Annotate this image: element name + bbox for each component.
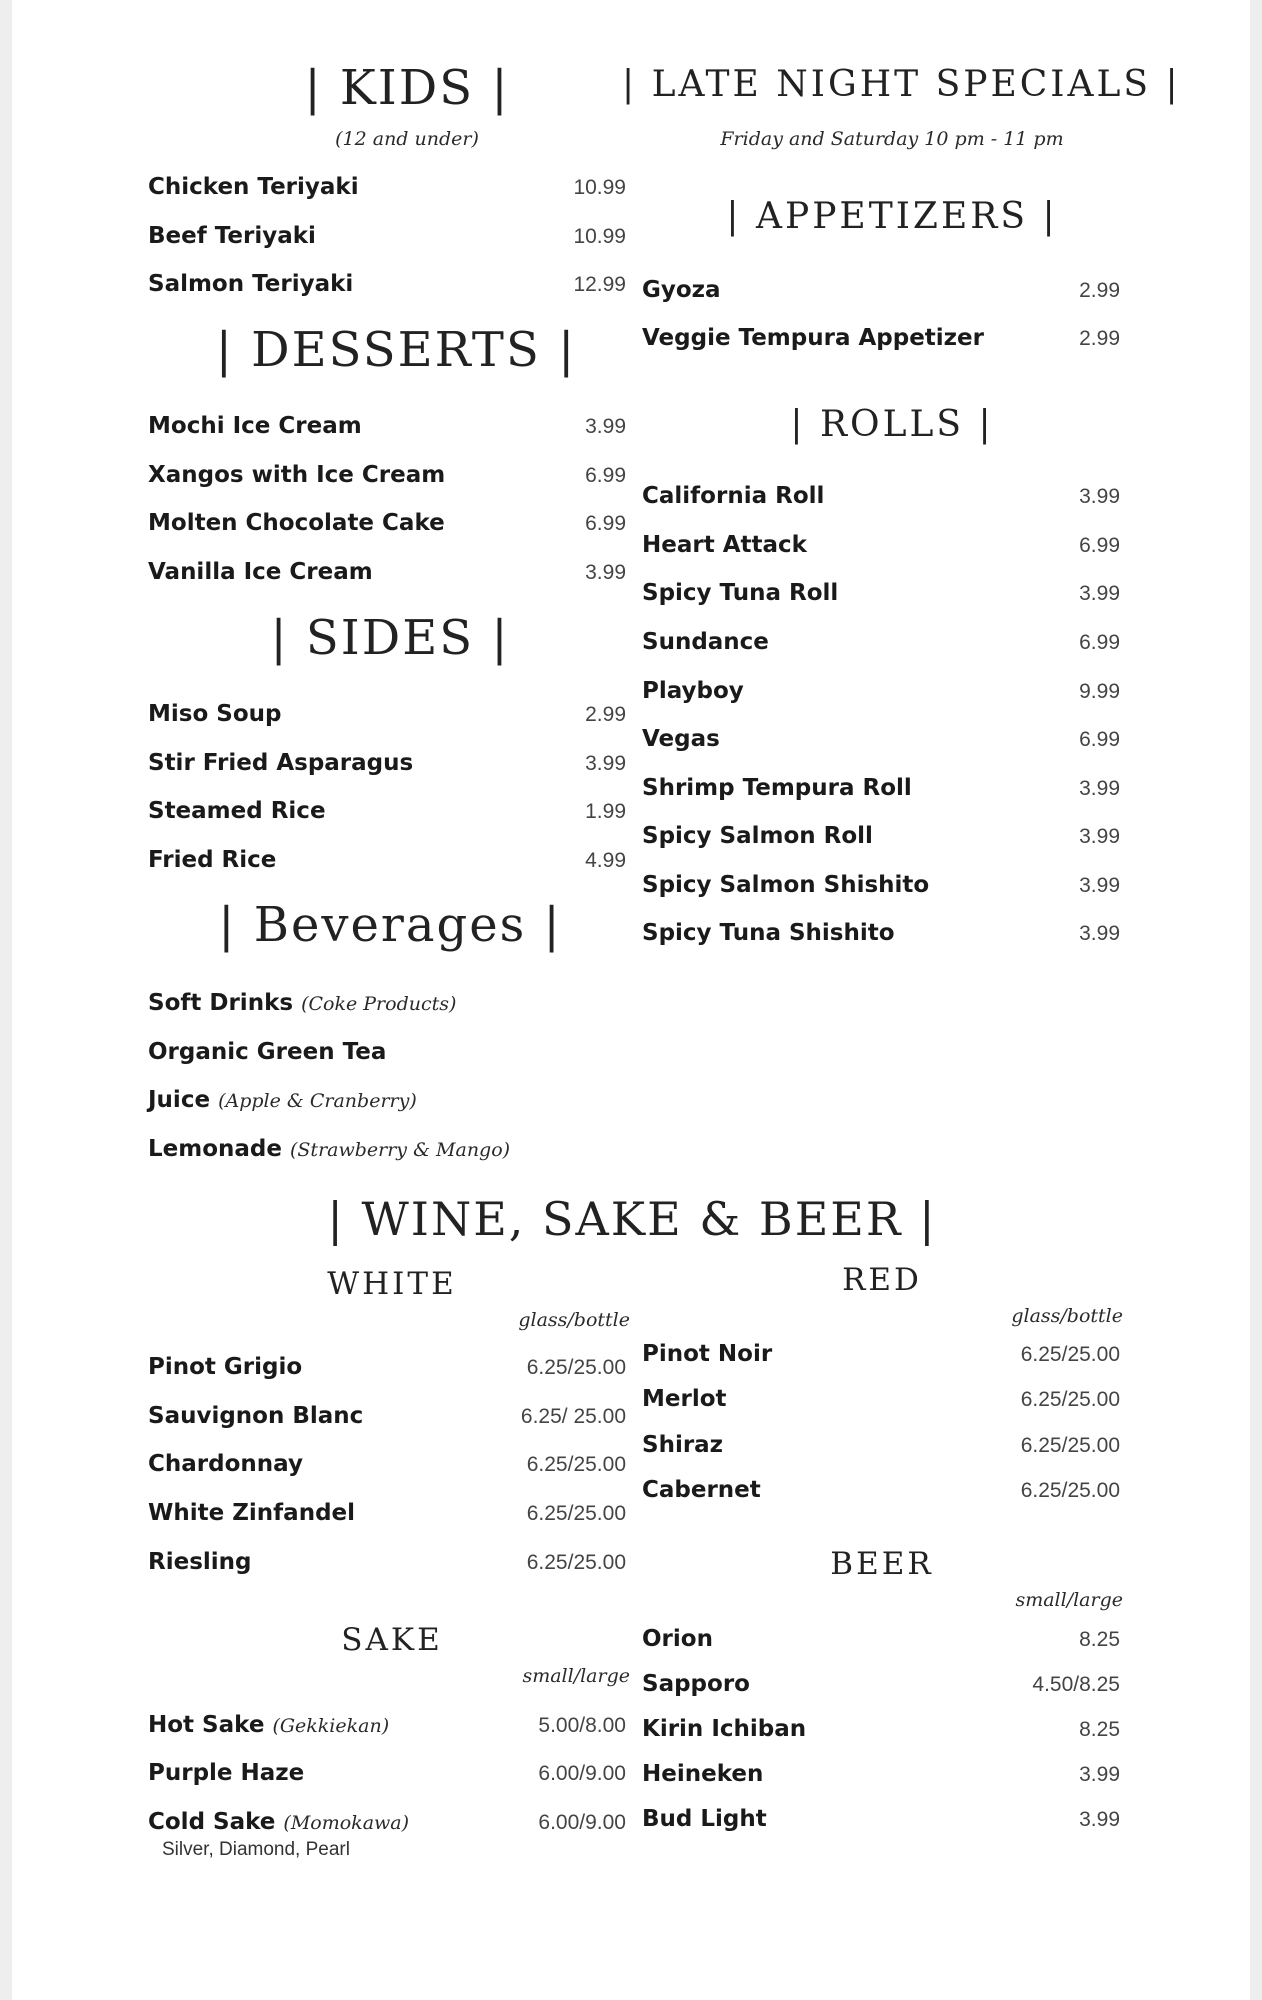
item-price: 6.99: [585, 512, 626, 535]
item-price: 6.25/25.00: [526, 1502, 626, 1525]
beer-heading: BEER: [830, 1546, 934, 1582]
list-item: [148, 1760, 304, 1786]
list-item: Bud Light: [642, 1806, 767, 1832]
list-item: [148, 1809, 409, 1835]
sake-heading: SAKE: [341, 1622, 443, 1658]
item-price: 3.99: [1079, 874, 1120, 897]
item-price: 8.25: [1079, 1718, 1120, 1741]
white-wine-heading: WHITE: [327, 1266, 457, 1302]
list-item: Riesling: [148, 1549, 252, 1575]
item-price: 3.99: [1079, 825, 1120, 848]
beverage-name: Soft Drinks: [148, 990, 294, 1016]
list-item: Molten Chocolate Cake: [148, 510, 445, 536]
late-night-heading: | LATE NIGHT SPECIALS |: [622, 64, 1181, 105]
sake-note: (Gekkiekan): [272, 1715, 390, 1737]
list-item: Playboy: [642, 678, 744, 704]
list-item: Shiraz: [642, 1432, 724, 1458]
list-item: Cabernet: [642, 1477, 761, 1503]
list-item: Vanilla Ice Cream: [148, 559, 373, 585]
item-price: 6.25/25.00: [526, 1356, 626, 1379]
kids-heading: | KIDS |: [304, 60, 510, 116]
item-price: 6.99: [585, 464, 626, 487]
wine-sake-beer-heading: | WINE, SAKE & BEER |: [327, 1192, 937, 1246]
item-price: 3.99: [1079, 777, 1120, 800]
list-item: Salmon Teriyaki: [148, 271, 354, 297]
list-item: Xangos with Ice Cream: [148, 462, 446, 488]
list-item: Gyoza: [642, 277, 721, 303]
item-price: 6.99: [1079, 728, 1120, 751]
list-item: Pinot Grigio: [148, 1354, 303, 1380]
list-item: Sundance: [642, 629, 769, 655]
item-price: 6.25/ 25.00: [520, 1405, 626, 1428]
list-item: Heineken: [642, 1761, 764, 1787]
list-item: Spicy Tuna Shishito: [642, 920, 895, 946]
item-price: 4.50/8.25: [1032, 1673, 1120, 1696]
list-item: California Roll: [642, 483, 825, 509]
item-price: 4.99: [585, 849, 626, 872]
beer-unit-label: small/large: [1015, 1589, 1123, 1611]
kids-subtitle: (12 and under): [335, 128, 479, 150]
list-item: [148, 990, 456, 1016]
item-price: 3.99: [585, 415, 626, 438]
item-price: 3.99: [1079, 485, 1120, 508]
list-item: Sauvignon Blanc: [148, 1403, 364, 1429]
sake-unit-label: small/large: [522, 1665, 630, 1687]
item-price: 6.99: [1079, 631, 1120, 654]
sake-name: Hot Sake: [148, 1712, 265, 1738]
list-item: Kirin Ichiban: [642, 1716, 807, 1742]
late-night-subtitle: Friday and Saturday 10 pm - 11 pm: [720, 128, 1064, 150]
list-item: Merlot: [642, 1386, 727, 1412]
item-price: 6.99: [1079, 534, 1120, 557]
list-item: Chardonnay: [148, 1451, 303, 1477]
sides-heading: | SIDES |: [270, 610, 510, 666]
item-price: 6.25/25.00: [1020, 1388, 1120, 1411]
red-wine-heading: RED: [842, 1262, 922, 1298]
list-item: Chicken Teriyaki: [148, 174, 359, 200]
beverage-note: (Apple & Cranberry): [218, 1090, 417, 1112]
beverage-name: Organic Green Tea: [148, 1039, 387, 1065]
item-price: 6.00/9.00: [538, 1762, 626, 1785]
list-item: Pinot Noir: [642, 1341, 773, 1367]
list-item: Spicy Salmon Roll: [642, 823, 873, 849]
list-item: Shrimp Tempura Roll: [642, 775, 912, 801]
item-price: 6.25/25.00: [526, 1551, 626, 1574]
list-item: Miso Soup: [148, 701, 282, 727]
desserts-heading: | DESSERTS |: [215, 322, 577, 378]
item-price: 8.25: [1079, 1628, 1120, 1651]
list-item: Mochi Ice Cream: [148, 413, 362, 439]
list-item: Heart Attack: [642, 532, 807, 558]
list-item: White Zinfandel: [148, 1500, 356, 1526]
red-unit-label: glass/bottle: [1011, 1305, 1123, 1327]
list-item: [148, 1712, 389, 1738]
item-price: 5.00/8.00: [538, 1714, 626, 1737]
item-price: 6.00/9.00: [538, 1811, 626, 1834]
item-price: 6.25/25.00: [1020, 1479, 1120, 1502]
list-item: Sapporo: [642, 1671, 750, 1697]
list-item: Veggie Tempura Appetizer: [642, 325, 985, 351]
item-price: 2.99: [585, 703, 626, 726]
item-price: 3.99: [1079, 1808, 1120, 1831]
item-price: 3.99: [1079, 582, 1120, 605]
sake-name: Purple Haze: [148, 1760, 305, 1786]
item-price: 10.99: [573, 176, 626, 199]
beverage-name: Juice: [148, 1087, 211, 1113]
item-price: 3.99: [585, 561, 626, 584]
item-price: 6.25/25.00: [1020, 1434, 1120, 1457]
rolls-heading: | ROLLS |: [790, 404, 994, 445]
list-item: [148, 1039, 386, 1065]
list-item: Fried Rice: [148, 847, 277, 873]
item-price: 3.99: [1079, 922, 1120, 945]
item-price: 1.99: [585, 800, 626, 823]
list-item: Orion: [642, 1626, 713, 1652]
sake-note: (Momokawa): [283, 1812, 410, 1834]
list-item: Spicy Tuna Roll: [642, 580, 839, 606]
item-price: 3.99: [1079, 1763, 1120, 1786]
item-price: 6.25/25.00: [1020, 1343, 1120, 1366]
list-item: Steamed Rice: [148, 798, 326, 824]
list-item: Spicy Salmon Shishito: [642, 872, 930, 898]
item-price: 9.99: [1079, 680, 1120, 703]
appetizers-heading: | APPETIZERS |: [726, 196, 1058, 237]
beverages-heading: | Beverages |: [218, 897, 562, 953]
white-unit-label: glass/bottle: [518, 1309, 630, 1331]
list-item: [148, 1136, 510, 1162]
item-price: 6.25/25.00: [526, 1453, 626, 1476]
item-price: 2.99: [1079, 279, 1120, 302]
item-price: 10.99: [573, 225, 626, 248]
item-price: 12.99: [573, 273, 626, 296]
menu-page: [12, 0, 1250, 2000]
cold-sake-varieties: Silver, Diamond, Pearl: [162, 1839, 350, 1860]
list-item: [148, 1087, 417, 1113]
list-item: Beef Teriyaki: [148, 223, 316, 249]
list-item: Stir Fried Asparagus: [148, 750, 414, 776]
item-price: 2.99: [1079, 327, 1120, 350]
beverage-note: (Coke Products): [301, 993, 457, 1015]
beverage-name: Lemonade: [148, 1136, 282, 1162]
sake-name: Cold Sake: [148, 1809, 276, 1835]
item-price: 3.99: [585, 752, 626, 775]
list-item: Vegas: [642, 726, 720, 752]
beverage-note: (Strawberry & Mango): [290, 1139, 511, 1161]
